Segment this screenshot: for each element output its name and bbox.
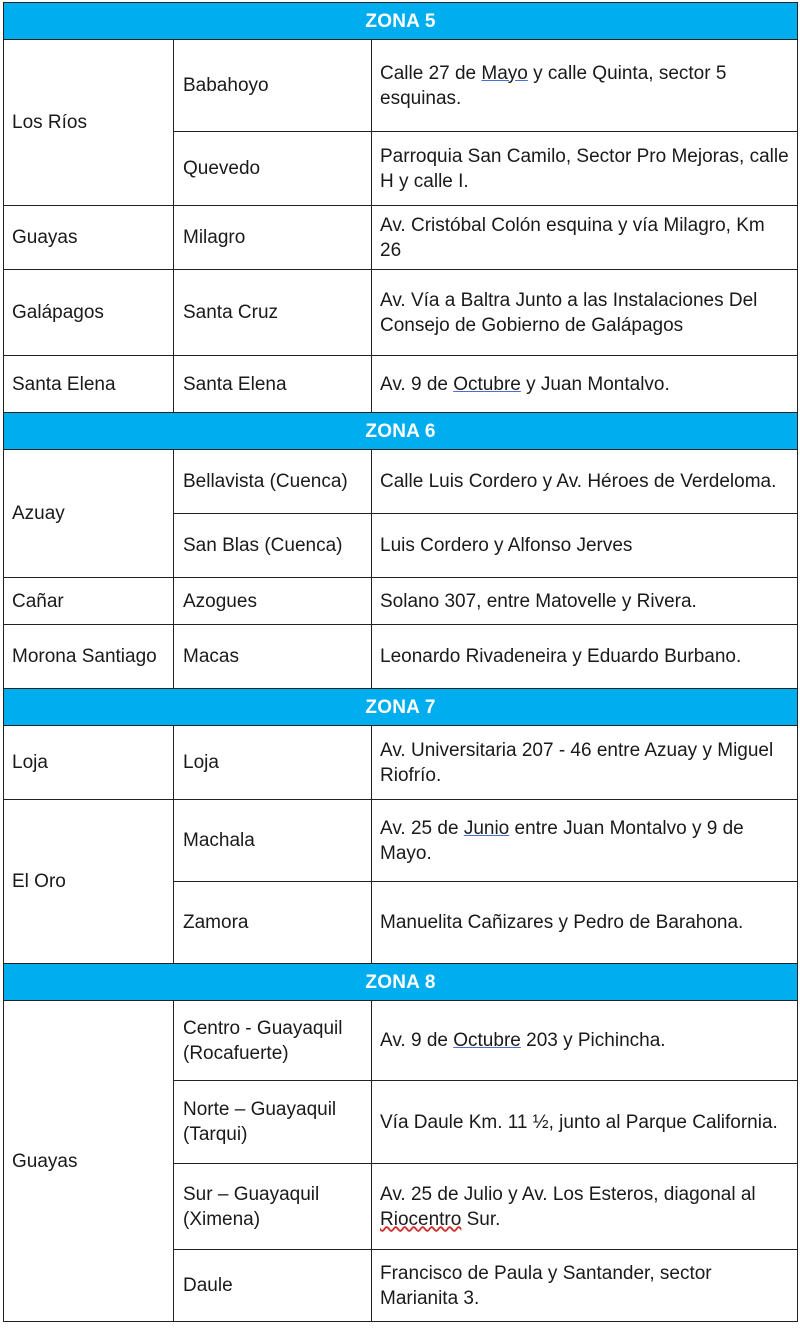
zone-title: ZONA 5 [4,3,798,40]
address-cell: Av. Vía a Baltra Junto a las Instalaciones Del Consejo de Gobierno de Galápagos [372,270,798,356]
zone-title: ZONA 8 [4,964,798,1001]
table-row [4,625,798,689]
table-row [4,726,798,800]
spellcheck-underline: Mayo [481,62,528,84]
city-cell: Sur – Guayaquil (Ximena) [174,1164,372,1250]
table-row [4,270,798,356]
table-row [4,800,798,882]
zone-title: ZONA 7 [4,689,798,726]
address-cell: Francisco de Paula y Santander, sector Marianita 3. [372,1250,798,1322]
zone-header-row [4,689,798,726]
city-cell: Bellavista (Cuenca) [174,450,372,514]
province-cell: El Oro [4,800,174,964]
province-cell: Guayas [4,206,174,270]
city-cell: San Blas (Cuenca) [174,514,372,578]
address-cell: Av. 25 de Julio y Av. Los Esteros, diagonal al Riocentro Sur. [372,1164,798,1250]
zone-header-row [4,964,798,1001]
city-cell: Loja [174,726,372,800]
spellcheck-underline: Octubre [453,373,521,395]
address-cell: Luis Cordero y Alfonso Jerves [372,514,798,578]
address-cell: Manuelita Cañizares y Pedro de Barahona. [372,882,798,964]
zone-header-row [4,3,798,40]
city-cell: Norte – Guayaquil (Tarqui) [174,1081,372,1164]
address-cell: Calle Luis Cordero y Av. Héroes de Verdeloma. [372,450,798,514]
zone-header-row [4,413,798,450]
city-cell: Milagro [174,206,372,270]
table-row [4,578,798,625]
city-cell: Daule [174,1250,372,1322]
offices-table [3,2,798,1322]
address-cell: Parroquia San Camilo, Sector Pro Mejoras, calle H y calle I. [372,132,798,206]
table-row [4,1001,798,1081]
province-cell: Galápagos [4,270,174,356]
address-cell: Av. Universitaria 207 - 46 entre Azuay y Miguel Riofrío. [372,726,798,800]
city-cell: Azogues [174,578,372,625]
address-cell: Solano 307, entre Matovelle y Rivera. [372,578,798,625]
table-row [4,206,798,270]
spellcheck-underline: Octubre [453,1030,521,1051]
address-cell: Leonardo Rivadeneira y Eduardo Burbano. [372,625,798,689]
table-row [4,356,798,413]
city-cell: Centro - Guayaquil (Rocafuerte) [174,1001,372,1081]
city-cell: Macas [174,625,372,689]
city-cell: Zamora [174,882,372,964]
spellcheck-squiggle: Riocentro [380,1208,462,1230]
province-cell: Santa Elena [4,356,174,413]
address-cell: Calle 27 de Mayo y calle Quinta, sector 5 esquinas. [372,40,798,132]
city-cell: Machala [174,800,372,882]
table-row [4,40,798,132]
city-cell: Quevedo [174,132,372,206]
province-cell: Morona Santiago [4,625,174,689]
spellcheck-underline: Junio [463,817,510,839]
address-cell: Av. Cristóbal Colón esquina y vía Milagro, Km 26 [372,206,798,270]
province-cell: Guayas [4,1001,174,1322]
table-row [4,450,798,514]
address-cell: Av. 9 de Octubre y Juan Montalvo. [372,356,798,413]
province-cell: Loja [4,726,174,800]
city-cell: Santa Cruz [174,270,372,356]
province-cell: Los Ríos [4,40,174,206]
province-cell: Cañar [4,578,174,625]
zone-title: ZONA 6 [4,413,798,450]
city-cell: Babahoyo [174,40,372,132]
address-cell: Vía Daule Km. 11 ½, junto al Parque California. [372,1081,798,1164]
address-cell: Av. 25 de Junio entre Juan Montalvo y 9 de Mayo. [372,800,798,882]
city-cell: Santa Elena [174,356,372,413]
province-cell: Azuay [4,450,174,578]
address-cell: Av. 9 de Octubre 203 y Pichincha. [372,1001,798,1081]
